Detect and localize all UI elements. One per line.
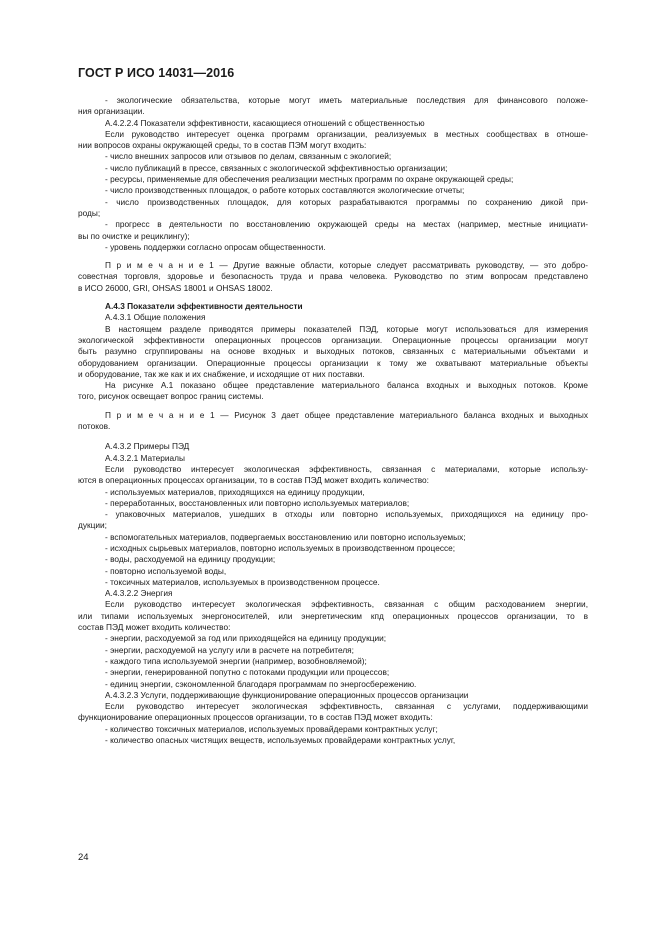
list-item: - энергии, расходуемой на услугу или в расчете на потребителя;	[105, 644, 354, 655]
note-line: П р и м е ч а н и е 1 — Рисунок 3 дает общее представление материального баланса входных и выходных	[105, 409, 588, 420]
list-item: - используемых материалов, приходящихся на единицу продукции,	[105, 486, 365, 497]
list-item: - вспомогательных материалов, подвергаемых восстановлению или повторно используемых;	[105, 531, 466, 542]
list-item: - число публикаций в прессе, связанных с экологической эффективностью организации;	[105, 162, 448, 173]
list-item: - прогресс в деятельности по восстановлению окружающей среды на местах (например, местные инициати-	[105, 219, 588, 230]
subsection-heading: А.4.2.2.4 Показатели эффективности, касающиеся отношений с общественностью	[105, 117, 425, 128]
page-header-title: ГОСТ Р ИСО 14031—2016	[78, 66, 235, 80]
text-line: быть разумно сгруппированы на основе входных и выходных потоков, связанных с материальными объектами и	[78, 346, 588, 357]
text-line: дукции;	[78, 520, 107, 531]
subsection-heading: А.4.3.2 Примеры ПЭД	[105, 441, 190, 452]
text-line: вы по очистке и рециклингу);	[78, 230, 190, 241]
list-item: - переработанных, восстановленных или повторно используемых материалов;	[105, 497, 410, 508]
note-line: потоков.	[78, 421, 111, 432]
list-item: - уровень поддержки согласно опросам общественности.	[105, 241, 326, 252]
list-item: - количество токсичных материалов, используемых провайдерами контрактных услуг;	[105, 723, 438, 734]
list-item: - каждого типа используемой энергии (например, возобновляемой);	[105, 655, 367, 666]
list-item: - энергии, генерированной попутно с потоками продукции или процессов;	[105, 667, 390, 678]
list-item: - упаковочных материалов, ушедших в отходы или повторно используемых, приходящихся на единицу про-	[105, 509, 588, 520]
text-line: или типами используемых энергоносителей, или энергетическим кпд операционных процессов организации, то в	[78, 610, 588, 621]
text-line: На рисунке А.1 показано общее представление материального баланса входных и выходных потоков. Кроме	[105, 380, 588, 391]
text-line: В настоящем разделе приводятся примеры показателей ПЭД, которые могут использоваться для измерения	[105, 323, 588, 334]
list-item: - повторно используемой воды,	[105, 565, 227, 576]
text-line: - экологические обязательства, которые могут иметь материальные последствия для финансового положе-	[105, 95, 588, 105]
text-line: ния организации.	[78, 106, 145, 117]
text-line: нии вопросов охраны окружающей среды, то в состав ПЭМ могут входить:	[78, 140, 367, 151]
list-item: - число производственных площадок, для которых разрабатываются программы по сохранению дикой при-	[105, 196, 588, 207]
text-line: ются в операционных процессах организации, то в состав ПЭД может входить количество:	[78, 475, 429, 486]
text-line: Если руководство интересует экологическая эффективность, связанная с общим расходованием энергии,	[105, 599, 588, 610]
subsection-heading: А.4.3.1 Общие положения	[105, 312, 206, 323]
list-item: - ресурсы, применяемые для обеспечения реализации местных программ по охране окружающей среды;	[105, 174, 514, 185]
text-line: Если руководство интересует экологическая эффективность, связанная с материалами, которые использу-	[105, 463, 588, 474]
list-item: - воды, расходуемой на единицу продукции;	[105, 554, 276, 565]
subsection-heading: А.4.3.2.3 Услуги, поддерживающие функционирование операционных процессов организации	[105, 689, 469, 700]
text-line: того, рисунок освещает вопрос границ системы.	[78, 391, 264, 402]
note-line: совестная торговля, здоровье и безопасность труда и права человека. Руководство по этим вопросам представлено	[78, 271, 588, 282]
list-item: - число внешних запросов или отзывов по делам, связанным с экологией;	[105, 151, 392, 162]
text-line: и оборудование, так же как и их снабжение, и исходящие от них поставки.	[78, 368, 365, 379]
page-content	[78, 95, 588, 746]
list-item: - энергии, расходуемой за год или приходящейся на единицу продукции;	[105, 633, 387, 644]
text-line: Если руководство интересует экологическая эффективность, связанная с услугами, поддерживающими	[105, 701, 588, 712]
list-item: - токсичных материалов, используемых в производственном процессе.	[105, 576, 380, 587]
note-line: П р и м е ч а н и е 1 — Другие важные области, которые следует рассматривать руководству, — это добро-	[105, 260, 588, 271]
section-heading: А.4.3 Показатели эффективности деятельности	[105, 301, 303, 312]
text-line: роды;	[78, 207, 101, 218]
list-item: - количество опасных чистящих веществ, используемых провайдерами контрактных услуг,	[105, 735, 456, 746]
list-item: - единиц энергии, сэкономленной благодаря программам по энергосбережению.	[105, 678, 417, 689]
note-line: в ИСО 26000, GRI, OHSAS 18001 и OHSAS 18002.	[78, 282, 273, 293]
text-line: состав ПЭД может входить количество:	[78, 622, 231, 633]
subsection-heading: А.4.3.2.2 Энергия	[105, 588, 173, 599]
text-line: функционирование операционных процессов организации, то в состав ПЭД может входить:	[78, 712, 433, 723]
text-line: оборудованием организации. Операционные процессы организации к тому же охватывают материальные объекты	[78, 357, 588, 368]
text-line: экологической эффективности операционных процессов организации. Операционные процессы организации могут	[78, 334, 588, 345]
subsection-heading: А.4.3.2.1 Материалы	[105, 452, 185, 463]
text-line: Если руководство интересует оценка программ организации, реализуемых в местных сообществах в отноше-	[105, 128, 588, 139]
list-item: - исходных сырьевых материалов, повторно используемых в производственном процессе;	[105, 542, 456, 553]
list-item: - число производственных площадок, о работе которых составляются экологические отчеты;	[105, 185, 465, 196]
page-number: 24	[78, 852, 89, 863]
